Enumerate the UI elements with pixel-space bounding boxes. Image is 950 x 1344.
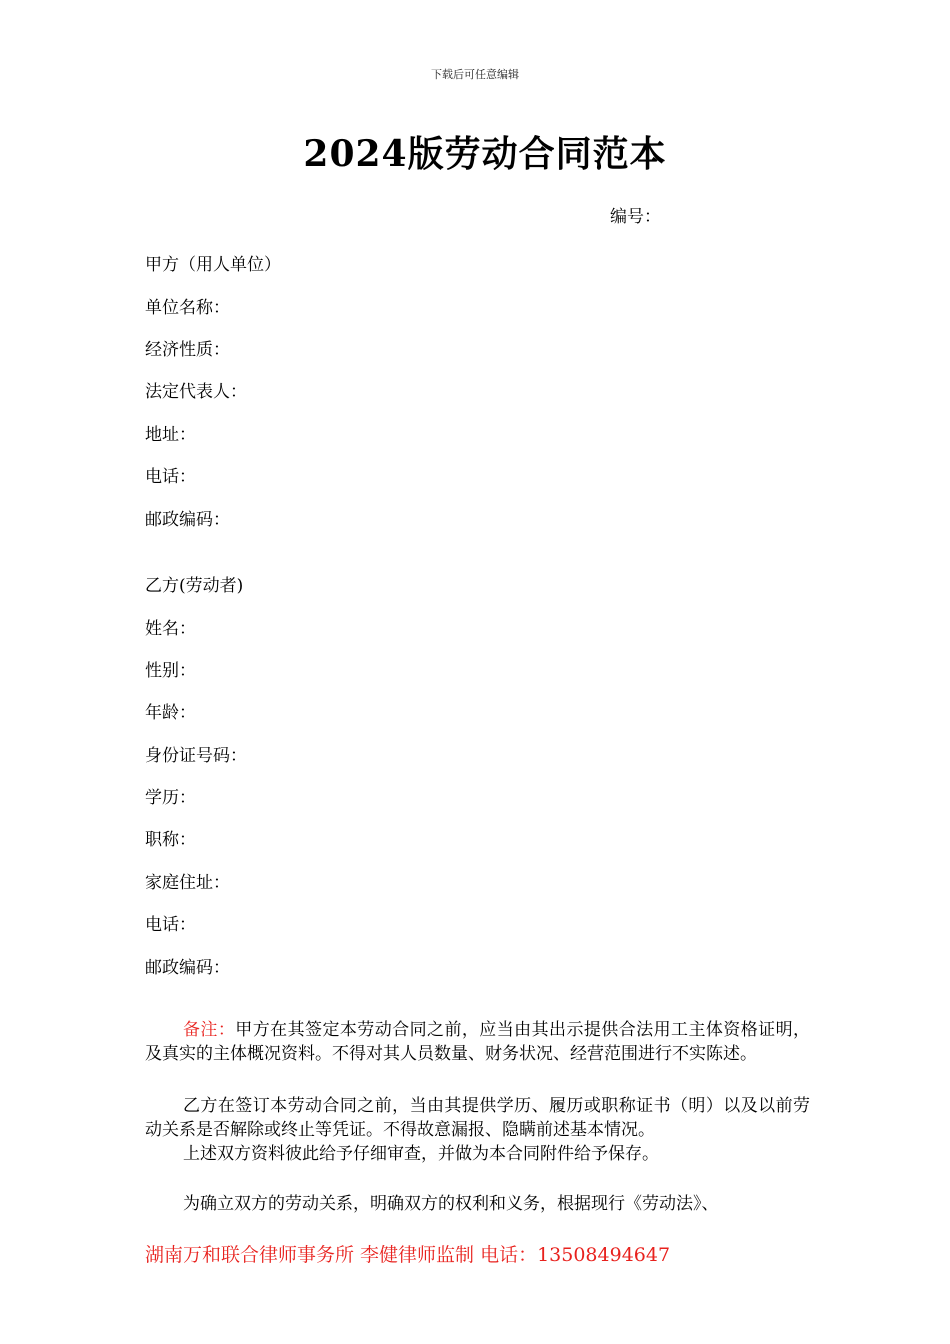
party-a-field-postcode: 邮政编码： (145, 510, 230, 530)
document-title: 2024版劳动合同范本 (303, 133, 667, 175)
party-b-field-postcode: 邮政编码： (145, 958, 230, 978)
party-b-field-home-address: 家庭住址： (145, 873, 230, 893)
party-a-field-representative: 法定代表人： (145, 382, 247, 402)
party-b-field-name: 姓名： (145, 619, 196, 639)
party-a-field-nature: 经济性质： (145, 340, 230, 360)
intro-paragraph: 为确立双方的劳动关系，明确双方的权利和义务，根据现行《劳动法》、 (183, 1194, 719, 1214)
party-a-field-address: 地址： (145, 425, 196, 445)
footer-supervision-note: 湖南万和联合律师事务所 李健律师监制 电话：13508494647 (145, 1244, 671, 1266)
party-b-field-title: 职称： (145, 830, 196, 850)
document-number-label: 编号： (610, 207, 661, 227)
remarks-text-1: 甲方在其签定本劳动合同之前，应当由其出示提供合法用工主体资格证明，及真实的主体概况资料。不得对其人员数量、财务状况、经营范围进行不实陈述。 (145, 1020, 811, 1064)
party-b-field-gender: 性别： (145, 661, 196, 681)
remarks-paragraph-1 (145, 1018, 810, 1066)
party-b-heading: 乙方(劳动者) (145, 576, 244, 596)
party-b-field-education: 学历： (145, 788, 196, 808)
party-b-field-id-number: 身份证号码： (145, 746, 247, 766)
party-a-field-phone: 电话： (145, 467, 196, 487)
party-a-field-name: 单位名称： (145, 298, 230, 318)
party-a-heading: 甲方（用人单位） (145, 255, 281, 275)
remarks-paragraph-3: 上述双方资料彼此给予仔细审查，并做为本合同附件给予保存。 (183, 1144, 659, 1164)
party-b-field-phone: 电话： (145, 915, 196, 935)
header-note: 下载后可任意编辑 (431, 68, 519, 81)
remarks-label: 备注： (183, 1020, 236, 1040)
remarks-paragraph-2: 乙方在签订本劳动合同之前，当由其提供学历、履历或职称证书（明）以及以前劳动关系是否解除或终止等凭证。不得故意漏报、隐瞒前述基本情况。 (145, 1096, 810, 1140)
party-b-field-age: 年龄： (145, 703, 196, 723)
